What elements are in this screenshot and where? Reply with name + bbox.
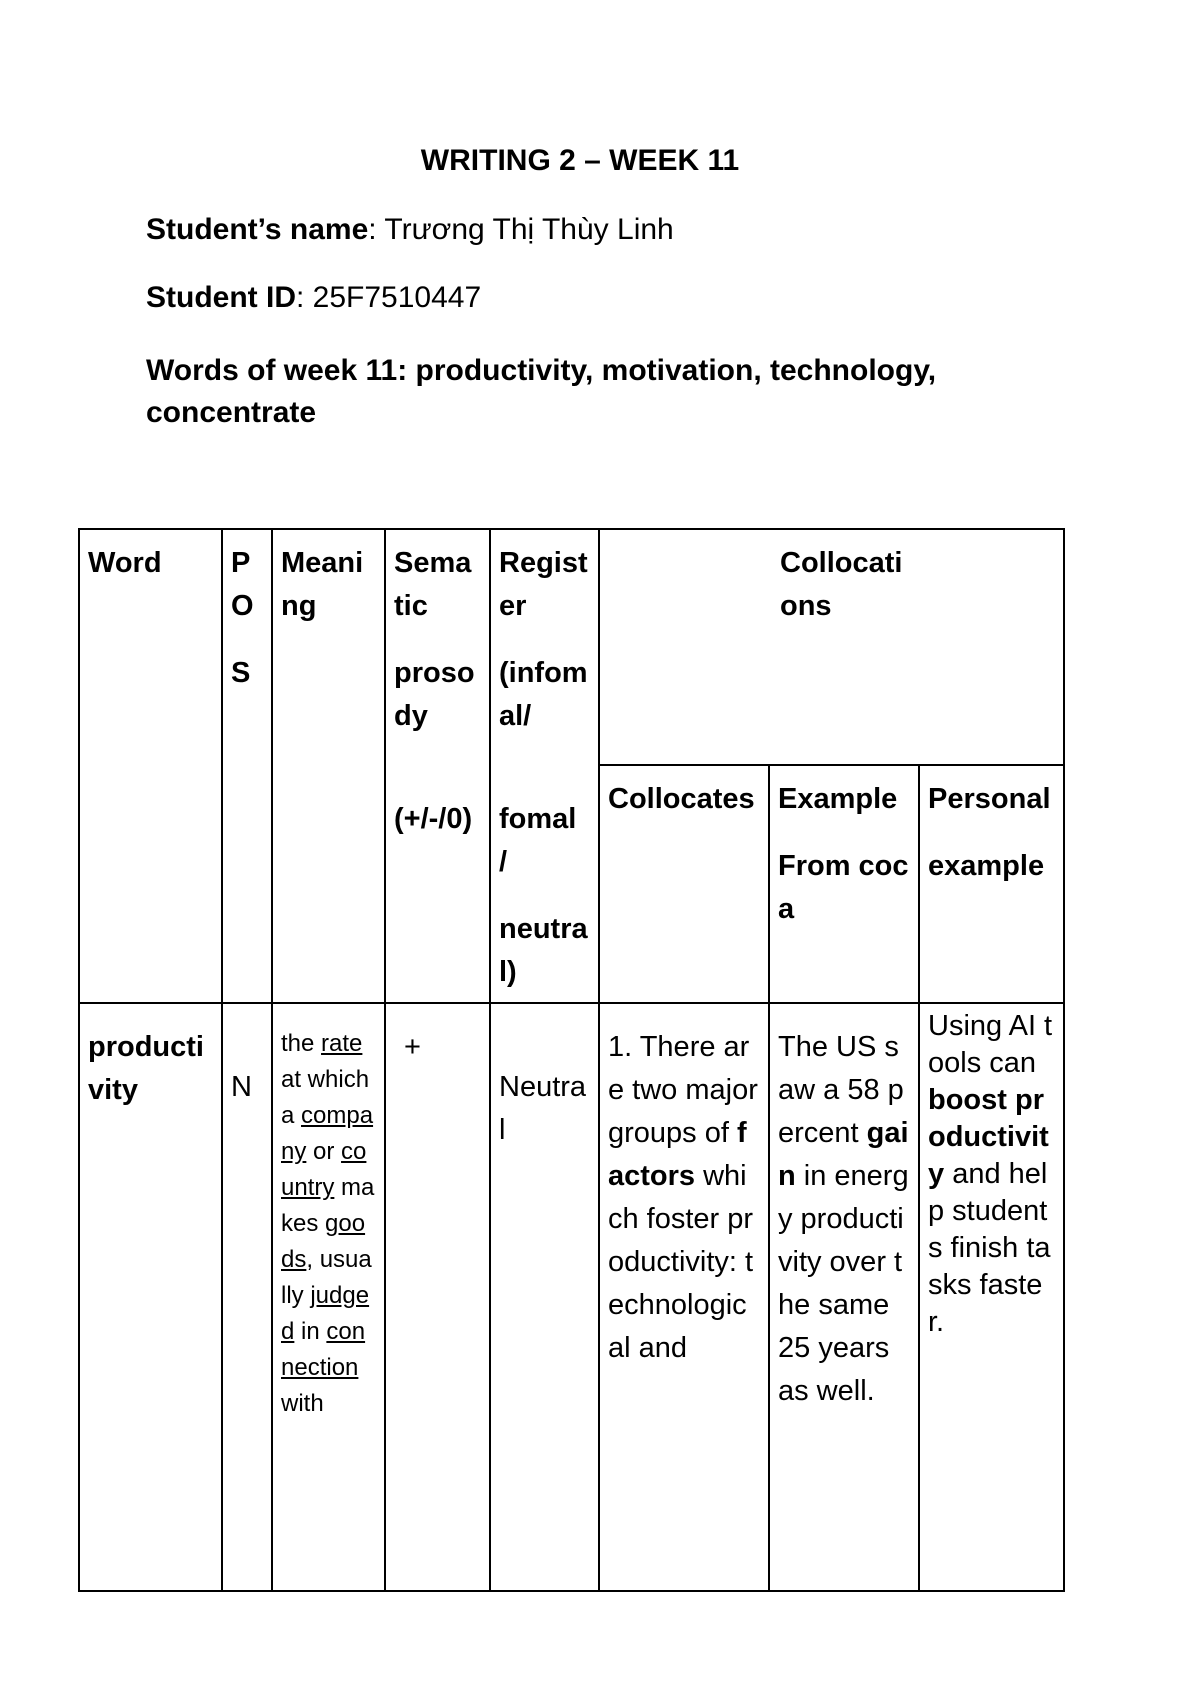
header-example-text-2: From coca <box>778 850 909 925</box>
student-name-label: Student’s name <box>146 213 369 246</box>
header-semantic-text-3: (+/-/0) <box>394 803 473 835</box>
page-title: WRITING 2 – WEEK 11 <box>420 144 740 177</box>
header-personal-text-2: example <box>928 850 1045 882</box>
student-name-value: : Trương Thị Thùy Linh <box>368 213 674 246</box>
student-id-value: : 25F7510447 <box>296 281 482 314</box>
table-row <box>79 1003 1064 1591</box>
cell-pos: N <box>222 1003 272 1591</box>
cell-coca-example: The US saw a 58 percent gain in energy productivity over the same 25 years as well. <box>769 1003 919 1591</box>
header-semantic-text: Sematic <box>394 547 472 622</box>
table-header-row <box>79 529 1064 765</box>
header-pos-text-2: S <box>231 657 251 689</box>
header-collocates: Collocates <box>599 765 769 1003</box>
student-name-line <box>146 213 674 247</box>
header-pos-text: P O <box>231 547 254 622</box>
student-id-line <box>146 281 481 315</box>
student-id-label: Student ID <box>146 281 296 314</box>
header-word: Word <box>79 529 222 1003</box>
header-meaning: Meaning <box>272 529 385 1003</box>
header-personal-text: Personal <box>928 783 1051 815</box>
cell-personal-example: Using AI tools can boost productivity and help students finish tasks faster. <box>919 1003 1064 1591</box>
header-example-text: Example <box>778 783 898 815</box>
header-register-text: Register <box>499 547 588 622</box>
header-collocations-text: Collocations <box>780 547 903 622</box>
header-pos <box>222 529 272 1003</box>
header-register-text-3: fomal / <box>499 803 577 878</box>
header-personal-example <box>919 765 1064 1003</box>
cell-collocates: 1. There are two major groups of factors which foster productivity: technological and <box>599 1003 769 1591</box>
header-example-coca <box>769 765 919 1003</box>
header-collocations <box>599 529 1064 765</box>
cell-register: Neutral <box>490 1003 599 1591</box>
header-register-text-2: (infomal/ <box>499 657 588 732</box>
words-of-week: Words of week 11: productivity, motivation, technology, concentrate <box>146 354 937 429</box>
header-semantic-text-2: prosody <box>394 657 475 732</box>
cell-meaning: the rate at which a company or country makes goods, usually judged in connection with <box>272 1003 385 1591</box>
header-semantic-prosody <box>385 529 490 1003</box>
cell-word: productivity <box>79 1003 222 1591</box>
header-register-text-4: neutral) <box>499 913 588 988</box>
vocabulary-table <box>78 528 1065 1592</box>
header-register <box>490 529 599 1003</box>
cell-prosody: + <box>385 1003 490 1591</box>
